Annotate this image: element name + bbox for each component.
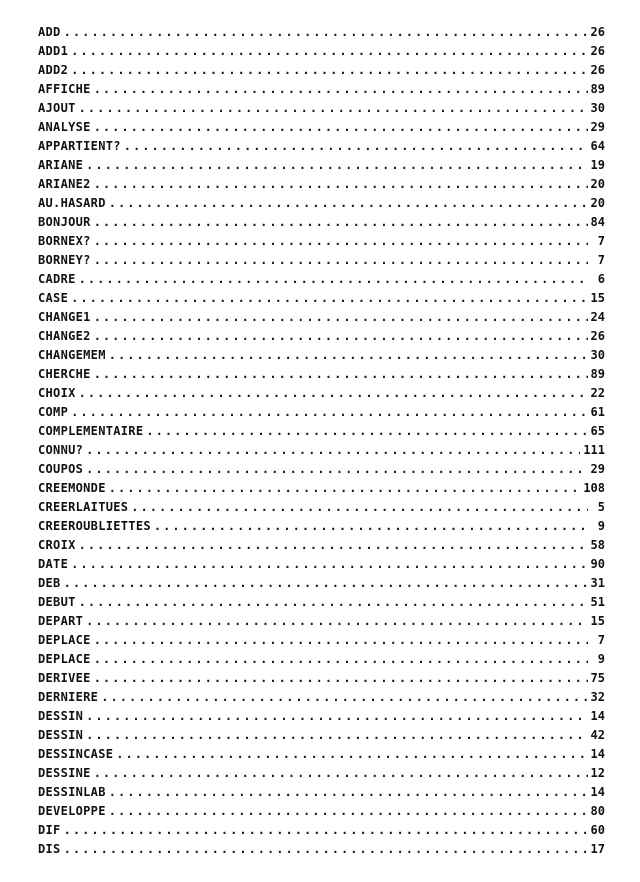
index-entry xyxy=(38,386,605,405)
dot-leader xyxy=(109,785,588,799)
index-page-number: 75 xyxy=(590,671,605,685)
index-page-number: 9 xyxy=(597,652,605,666)
dot-leader xyxy=(94,82,588,96)
dot-leader xyxy=(94,329,588,343)
dot-leader xyxy=(94,253,588,267)
index-page-number: 26 xyxy=(590,25,605,39)
dot-leader xyxy=(64,25,588,39)
index-page-number: 26 xyxy=(590,44,605,58)
index-entry xyxy=(38,177,605,196)
index-term: DEB xyxy=(38,576,61,590)
index-term: DESSIN xyxy=(38,709,84,723)
index-term: ADD1 xyxy=(38,44,69,58)
index-page-number: 17 xyxy=(590,842,605,856)
index-term: CADRE xyxy=(38,272,76,286)
index-page-number: 89 xyxy=(590,367,605,381)
index-page-number: 58 xyxy=(590,538,605,552)
index-entry xyxy=(38,804,605,823)
index-term: ADD xyxy=(38,25,61,39)
dot-leader xyxy=(109,481,581,495)
index-entry xyxy=(38,633,605,652)
dot-leader xyxy=(71,405,587,419)
index-term: DESSIN xyxy=(38,728,84,742)
index-entry xyxy=(38,329,605,348)
dot-leader xyxy=(101,690,587,704)
index-entry xyxy=(38,158,605,177)
index-page-number: 20 xyxy=(590,196,605,210)
index-term: CREEROUBLIETTES xyxy=(38,519,151,533)
index-entry xyxy=(38,44,605,63)
index-entry xyxy=(38,652,605,671)
index-page-number: 26 xyxy=(590,63,605,77)
index-page-number: 80 xyxy=(590,804,605,818)
index-term: CASE xyxy=(38,291,69,305)
index-entry xyxy=(38,576,605,595)
index-entry xyxy=(38,272,605,291)
dot-leader xyxy=(94,671,588,685)
index-term: ADD2 xyxy=(38,63,69,77)
index-entry xyxy=(38,481,605,500)
dot-leader xyxy=(94,234,588,248)
dot-leader xyxy=(64,576,588,590)
dot-leader xyxy=(124,139,588,153)
index-page-number: 30 xyxy=(590,101,605,115)
dot-leader xyxy=(71,557,587,571)
index-entry xyxy=(38,63,605,82)
index-term: CROIX xyxy=(38,538,76,552)
index-term: DEVELOPPE xyxy=(38,804,106,818)
dot-leader xyxy=(109,348,588,362)
index-term: BONJOUR xyxy=(38,215,91,229)
index-page-number: 60 xyxy=(590,823,605,837)
index-term: DATE xyxy=(38,557,69,571)
dot-leader xyxy=(71,44,587,58)
index-entry xyxy=(38,766,605,785)
dot-leader xyxy=(94,652,588,666)
dot-leader xyxy=(64,823,588,837)
index-page-number: 22 xyxy=(590,386,605,400)
index-entry xyxy=(38,291,605,310)
index-entry xyxy=(38,519,605,538)
dot-leader xyxy=(94,177,588,191)
index-entry xyxy=(38,728,605,747)
index-term: AU.HASARD xyxy=(38,196,106,210)
index-page-number: 14 xyxy=(590,709,605,723)
index-page-number: 29 xyxy=(590,120,605,134)
dot-leader xyxy=(94,310,588,324)
index-term: DEPLACE xyxy=(38,652,91,666)
index-page-number: 108 xyxy=(583,481,605,495)
index-entry xyxy=(38,25,605,44)
index-term: CREERLAITUES xyxy=(38,500,129,514)
index-page-number: 15 xyxy=(590,291,605,305)
index-term: CHANGE1 xyxy=(38,310,91,324)
index-entry xyxy=(38,139,605,158)
index-entry xyxy=(38,709,605,728)
index-term: APPARTIENT? xyxy=(38,139,121,153)
index-term: CHERCHE xyxy=(38,367,91,381)
index-term: BORNEY? xyxy=(38,253,91,267)
index-entry xyxy=(38,215,605,234)
index-page-number: 51 xyxy=(590,595,605,609)
index-page-number: 90 xyxy=(590,557,605,571)
index-entry xyxy=(38,842,605,861)
dot-leader xyxy=(71,291,587,305)
dot-leader xyxy=(79,386,588,400)
dot-leader xyxy=(86,728,587,742)
index-page-number: 31 xyxy=(590,576,605,590)
dot-leader xyxy=(86,443,580,457)
index-page-number: 6 xyxy=(597,272,605,286)
index-term: DESSINCASE xyxy=(38,747,114,761)
index-entry xyxy=(38,500,605,519)
index-page-number: 7 xyxy=(597,633,605,647)
index-entry xyxy=(38,747,605,766)
dot-leader xyxy=(94,120,588,134)
dot-leader xyxy=(146,424,587,438)
index-entry xyxy=(38,614,605,633)
index-page-number: 19 xyxy=(590,158,605,172)
index-entry xyxy=(38,443,605,462)
index-page-number: 9 xyxy=(597,519,605,533)
dot-leader xyxy=(154,519,588,533)
index-entry xyxy=(38,690,605,709)
procedure-index-list xyxy=(38,25,605,861)
index-term: AFFICHE xyxy=(38,82,91,96)
dot-leader xyxy=(79,538,588,552)
dot-leader xyxy=(79,101,588,115)
index-term: ARIANE xyxy=(38,158,84,172)
index-term: DESSINLAB xyxy=(38,785,106,799)
index-page-number: 26 xyxy=(590,329,605,343)
dot-leader xyxy=(94,367,588,381)
index-term: DERIVEE xyxy=(38,671,91,685)
dot-leader xyxy=(86,462,587,476)
dot-leader xyxy=(79,595,588,609)
index-entry xyxy=(38,538,605,557)
index-page-number: 42 xyxy=(590,728,605,742)
index-page-number: 24 xyxy=(590,310,605,324)
dot-leader xyxy=(86,709,587,723)
dot-leader xyxy=(109,196,588,210)
index-term: CREEMONDE xyxy=(38,481,106,495)
index-page-number: 12 xyxy=(590,766,605,780)
index-entry xyxy=(38,234,605,253)
index-term: DEPART xyxy=(38,614,84,628)
index-page-number: 30 xyxy=(590,348,605,362)
dot-leader xyxy=(116,747,587,761)
index-entry xyxy=(38,823,605,842)
dot-leader xyxy=(79,272,588,286)
index-page-number: 32 xyxy=(590,690,605,704)
index-term: DIF xyxy=(38,823,61,837)
index-entry xyxy=(38,557,605,576)
index-page-number: 61 xyxy=(590,405,605,419)
index-term: CHOIX xyxy=(38,386,76,400)
index-page-number: 20 xyxy=(590,177,605,191)
index-term: DESSINE xyxy=(38,766,91,780)
index-entry xyxy=(38,785,605,804)
index-entry xyxy=(38,424,605,443)
index-term: DEBUT xyxy=(38,595,76,609)
index-term: AJOUT xyxy=(38,101,76,115)
index-term: COMPLEMENTAIRE xyxy=(38,424,144,438)
index-page-number: 14 xyxy=(590,785,605,799)
index-entry xyxy=(38,120,605,139)
dot-leader xyxy=(64,842,588,856)
index-term: DIS xyxy=(38,842,61,856)
index-term: ARIANE2 xyxy=(38,177,91,191)
index-page-number: 111 xyxy=(583,443,605,457)
index-entry xyxy=(38,196,605,215)
dot-leader xyxy=(86,614,587,628)
index-page-number: 7 xyxy=(597,234,605,248)
index-term: ANALYSE xyxy=(38,120,91,134)
index-page-number: 14 xyxy=(590,747,605,761)
index-term: CHANGEMEM xyxy=(38,348,106,362)
dot-leader xyxy=(86,158,587,172)
dot-leader xyxy=(71,63,587,77)
index-entry xyxy=(38,671,605,690)
index-entry xyxy=(38,348,605,367)
index-term: CHANGE2 xyxy=(38,329,91,343)
dot-leader xyxy=(131,500,588,514)
index-entry xyxy=(38,595,605,614)
index-page-number: 5 xyxy=(597,500,605,514)
index-entry xyxy=(38,101,605,120)
index-term: BORNEX? xyxy=(38,234,91,248)
index-entry xyxy=(38,82,605,101)
index-page-number: 89 xyxy=(590,82,605,96)
index-page-number: 64 xyxy=(590,139,605,153)
dot-leader xyxy=(109,804,588,818)
dot-leader xyxy=(94,633,588,647)
index-page-number: 84 xyxy=(590,215,605,229)
index-term: DERNIERE xyxy=(38,690,99,704)
index-term: COMP xyxy=(38,405,69,419)
index-term: DEPLACE xyxy=(38,633,91,647)
dot-leader xyxy=(94,215,588,229)
index-entry xyxy=(38,310,605,329)
index-entry xyxy=(38,462,605,481)
index-term: COUPOS xyxy=(38,462,84,476)
dot-leader xyxy=(94,766,588,780)
index-page-number: 65 xyxy=(590,424,605,438)
index-page-number: 7 xyxy=(597,253,605,267)
index-entry xyxy=(38,367,605,386)
index-page-number: 15 xyxy=(590,614,605,628)
index-page-number: 29 xyxy=(590,462,605,476)
index-term: CONNU? xyxy=(38,443,84,457)
index-entry xyxy=(38,405,605,424)
index-entry xyxy=(38,253,605,272)
